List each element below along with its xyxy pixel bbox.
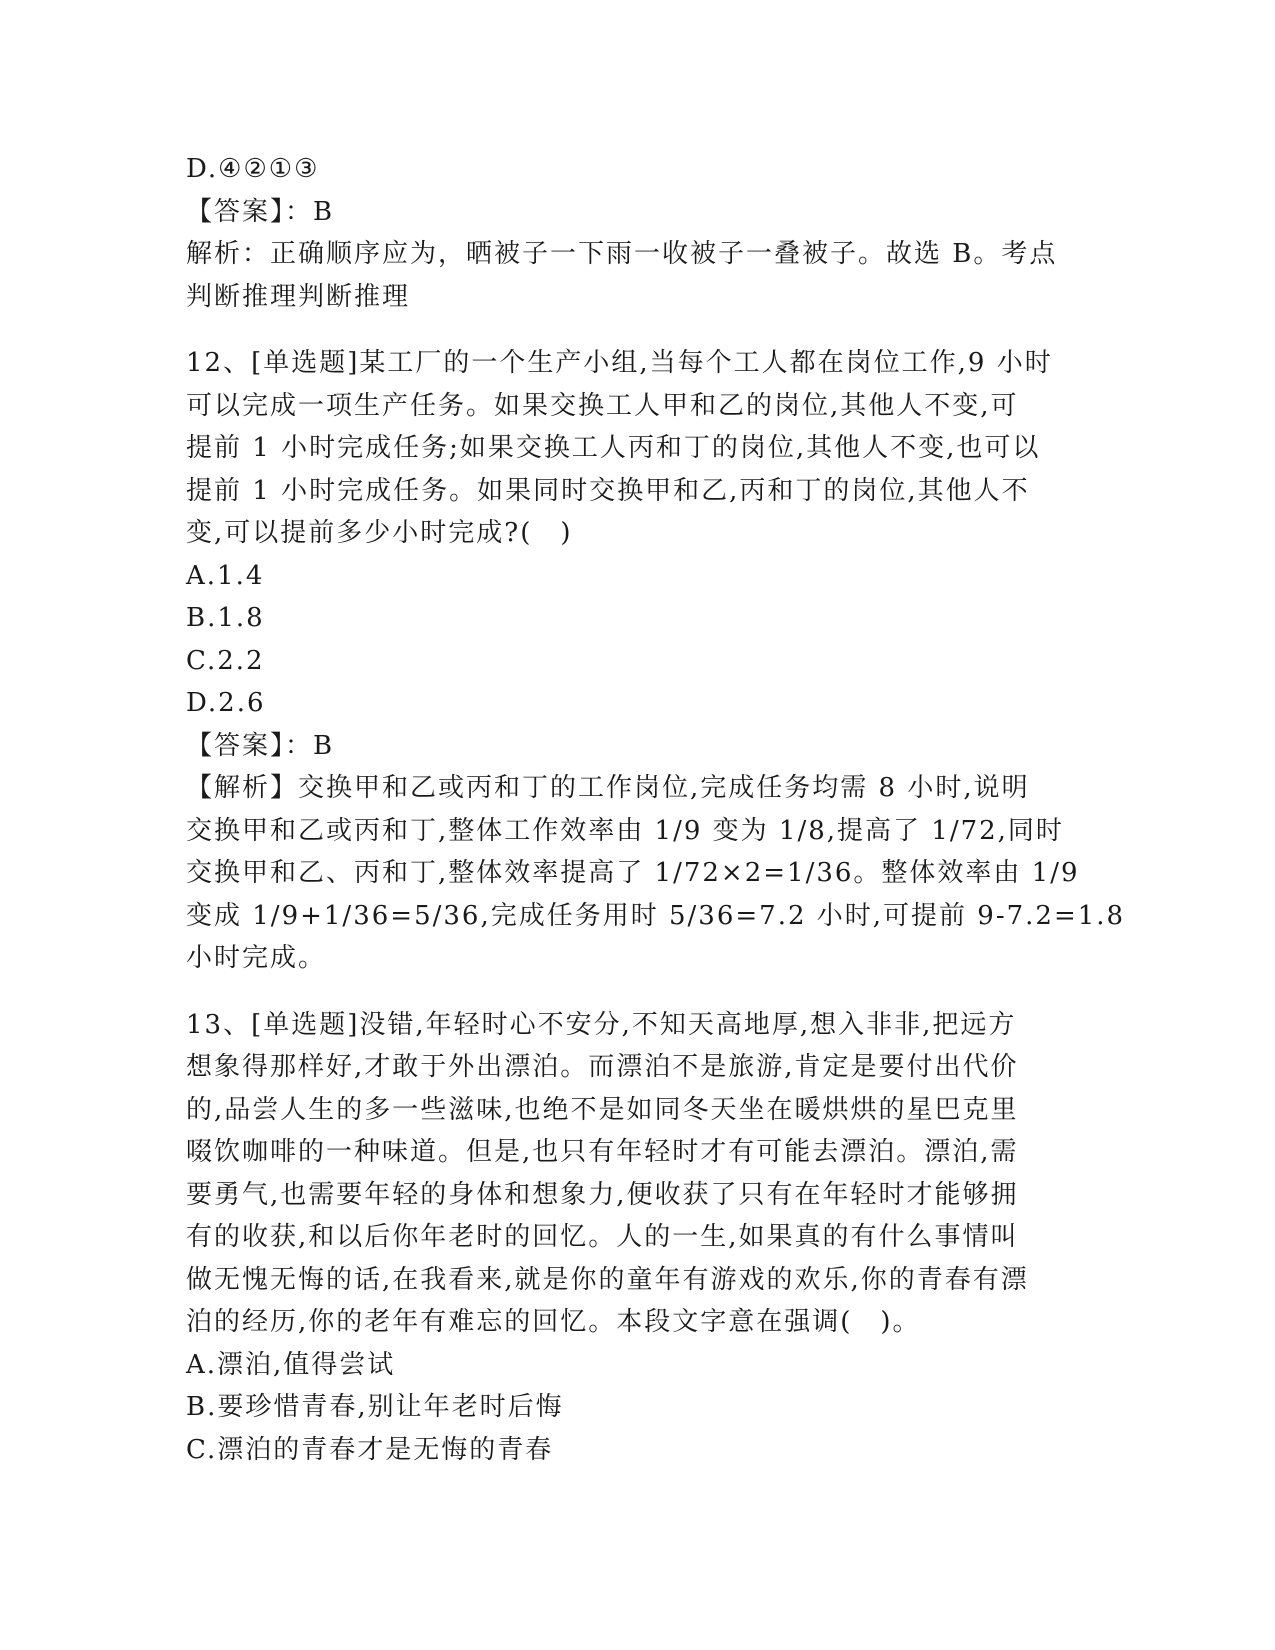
q12-analysis-line: 【解析】交换甲和乙或丙和丁的工作岗位,完成任务均需 8 小时,说明	[186, 773, 1030, 803]
q12-option-a: A.1.4	[186, 560, 265, 591]
q12-stem-line: 12、[单选题]某工厂的一个生产小组,当每个工人都在岗位工作,9 小时	[186, 348, 1053, 378]
q13-stem-line: 泊的经历,你的老年有难忘的回忆。本段文字意在强调( )。	[186, 1307, 921, 1337]
q13-stem-line: 有的收获,和以后你年老时的回忆。人的一生,如果真的有什么事情叫	[186, 1222, 1019, 1252]
q13-stem-line: 啜饮咖啡的一种味道。但是,也只有年轻时才有可能去漂泊。漂泊,需	[186, 1137, 1019, 1167]
q12-analysis-line: 交换甲和乙或丙和丁,整体工作效率由 1/9 变为 1/8,提高了 1/72,同时	[186, 815, 1064, 846]
q12-stem-line: 变,可以提前多少小时完成?( )	[186, 518, 573, 548]
q12-answer: 【答案】：B	[186, 730, 335, 761]
q13-stem-line: 的,品尝人生的多一些滋味,也绝不是如同冬天坐在暖烘烘的星巴克里	[186, 1094, 1019, 1125]
q13-stem-line: 要勇气,也需要年轻的身体和想象力,便收获了只有在年轻时才能够拥	[186, 1179, 1019, 1210]
prev-analysis-line: 解析：正确顺序应为，晒被子一下雨一收被子一叠被子。故选 B。考点	[186, 239, 1058, 269]
paragraph-gap	[186, 318, 1086, 342]
prev-answer: 【答案】：B	[186, 196, 335, 227]
q13-stem-line: 做无愧无悔的话,在我看来,就是你的童年有游戏的欢乐,你的青春有漂	[186, 1264, 1029, 1295]
q12-analysis-line: 交换甲和乙、丙和丁,整体效率提高了 1/72×2=1/36。整体效率由 1/9	[186, 858, 1080, 888]
paragraph-gap	[186, 980, 1086, 1004]
prev-analysis-line: 判断推理判断推理	[186, 281, 411, 312]
q12-option-b: B.1.8	[186, 603, 265, 633]
q13-option-a: A.漂泊,值得尝试	[186, 1349, 396, 1380]
q12-analysis-line: 变成 1/9+1/36=5/36,完成任务用时 5/36=7.2 小时,可提前 9-7.2=1.8	[186, 900, 1126, 931]
q13-option-b: B.要珍惜青春,别让年老时后悔	[186, 1392, 564, 1422]
q12-stem-line: 提前 1 小时完成任务;如果交换工人丙和丁的岗位,其他人不变,也可以	[186, 433, 1041, 463]
prev-option-d: D.④②①③	[186, 154, 320, 184]
q12-option-d: D.2.6	[186, 688, 266, 718]
q12-stem-line: 可以完成一项生产任务。如果交换工人甲和乙的岗位,其他人不变,可	[186, 390, 1019, 421]
q12-option-c: C.2.2	[186, 645, 265, 676]
q12-stem-line: 提前 1 小时完成任务。如果同时交换甲和乙,丙和丁的岗位,其他人不	[186, 475, 1030, 506]
q13-stem-line: 想象得那样好,才敢于外出漂泊。而漂泊不是旅游,肯定是要付出代价	[186, 1052, 1019, 1082]
document-page	[186, 148, 1126, 1471]
q12-analysis-line: 小时完成。	[186, 943, 327, 973]
q13-option-c: C.漂泊的青春才是无悔的青春	[186, 1434, 554, 1465]
q13-stem-line: 13、[单选题]没错,年轻时心不安分,不知天高地厚,想入非非,把远方	[186, 1009, 1017, 1040]
